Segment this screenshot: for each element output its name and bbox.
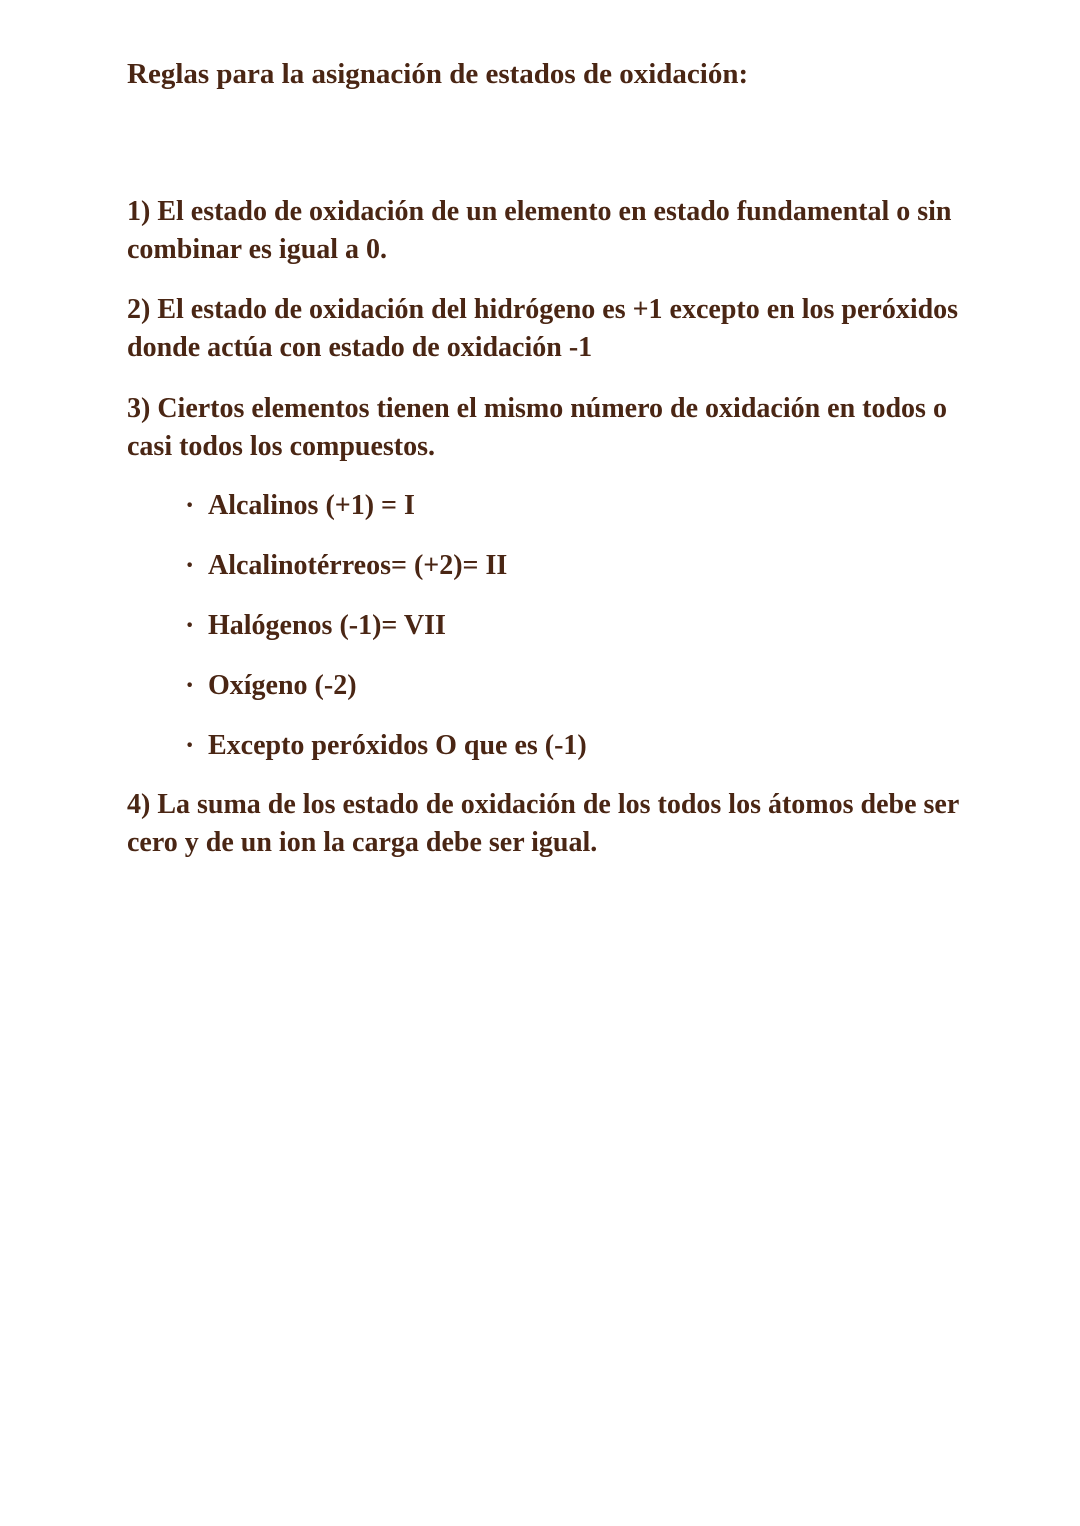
rule-3: 3) Ciertos elementos tienen el mismo número de oxidación en todos o casi todos los compuestos. (127, 393, 947, 462)
bullet-dot: · (185, 730, 195, 761)
list-item (185, 604, 587, 664)
list-item (185, 724, 587, 784)
bullet-dot: · (185, 610, 195, 641)
page-title: Reglas para la asignación de estados de oxidación: (127, 58, 749, 90)
list-item (185, 484, 587, 544)
rule-4: 4) La suma de los estado de oxidación de los todos los átomos debe ser cero y de un ion la carga debe ser igual. (127, 789, 959, 858)
bullet-dot: · (185, 670, 195, 701)
bullet-dot: · (185, 490, 195, 521)
list-item (185, 664, 587, 724)
list-item-text: Alcalinotérreos= (+2)= II (208, 550, 508, 581)
list-item-text: Alcalinos (+1) = I (208, 490, 415, 521)
list-item-text: Oxígeno (-2) (208, 670, 357, 701)
element-list (185, 484, 587, 784)
list-item-text: Halógenos (-1)= VII (208, 610, 446, 641)
list-item (185, 544, 587, 604)
list-item-text: Excepto peróxidos O que es (-1) (208, 730, 587, 761)
rule-1: 1) El estado de oxidación de un elemento en estado fundamental o sin combinar es igual a 0. (127, 196, 952, 265)
bullet-dot: · (185, 550, 195, 581)
rule-2: 2) El estado de oxidación del hidrógeno es +1 excepto en los peróxidos donde actúa con estado de oxidación -1 (127, 294, 959, 363)
